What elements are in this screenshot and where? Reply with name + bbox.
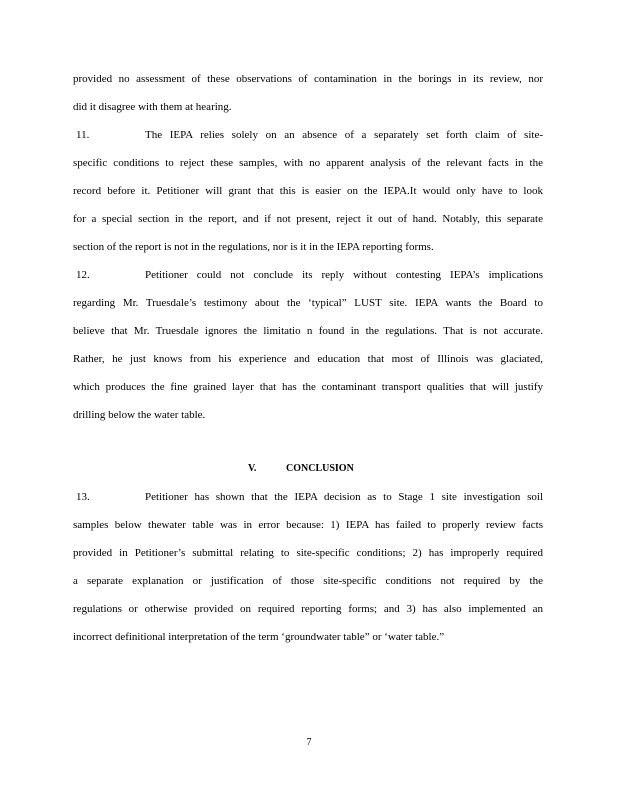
body-line: samples below thewater table was in error because: 1) IEPA has failed to properly review facts bbox=[73, 519, 543, 531]
body-line: which produces the fine grained layer that has the contaminant transport qualities that will justify bbox=[73, 381, 543, 393]
section-title: CONCLUSION bbox=[286, 463, 354, 474]
paragraph-11-first-line bbox=[76, 128, 543, 142]
body-line: specific conditions to reject these samples, with no apparent analysis of the relevant facts in the bbox=[73, 157, 543, 169]
body-line: a separate explanation or justification of those site-specific conditions not required by the bbox=[73, 575, 543, 587]
body-line: provided no assessment of these observations of contamination in the borings in its review, nor bbox=[73, 73, 543, 85]
paragraph-12-first-line bbox=[76, 268, 543, 282]
body-line: believe that Mr. Truesdale ignores the limitatio n found in the regulations. That is not accurate. bbox=[73, 325, 543, 337]
body-line: drilling below the water table. bbox=[73, 409, 206, 421]
body-line: section of the report is not in the regulations, nor is it in the IEPA reporting forms. bbox=[73, 241, 434, 253]
paragraph-text: Petitioner has shown that the IEPA decision as to Stage 1 site investigation soil bbox=[145, 491, 543, 503]
paragraph-13-first-line bbox=[76, 490, 543, 504]
body-line: did it disagree with them at hearing. bbox=[73, 101, 232, 113]
body-line: regulations or otherwise provided on required reporting forms; and 3) has also implemented an bbox=[73, 603, 543, 615]
paragraph-number: 13. bbox=[76, 491, 90, 503]
paragraph-number: 12. bbox=[76, 269, 90, 281]
section-heading bbox=[248, 462, 354, 476]
body-line: provided in Petitioner’s submittal relating to site-specific conditions; 2) has improperly required bbox=[73, 547, 543, 559]
body-line: record before it. Petitioner will grant that this is easier on the IEPA.It would only have to look bbox=[73, 185, 543, 197]
body-line: regarding Mr. Truesdale’s testimony about the ‘typical” LUST site. IEPA wants the Board to bbox=[73, 297, 543, 309]
paragraph-text: The IEPA relies solely on an absence of a separately set forth claim of site- bbox=[145, 129, 543, 141]
body-line: for a special section in the report, and if not present, reject it out of hand. Notably, this separate bbox=[73, 213, 543, 225]
page-number: 7 bbox=[306, 737, 312, 748]
body-line: incorrect definitional interpretation of the term ‘groundwater table” or ‘water table.” bbox=[73, 631, 445, 643]
section-number: V. bbox=[248, 463, 257, 474]
body-line: Rather, he just knows from his experience and education that most of Illinois was glaciated, bbox=[73, 353, 543, 365]
paragraph-number: 11. bbox=[76, 129, 90, 141]
paragraph-text: Petitioner could not conclude its reply without contesting IEPA’s implications bbox=[145, 269, 543, 281]
